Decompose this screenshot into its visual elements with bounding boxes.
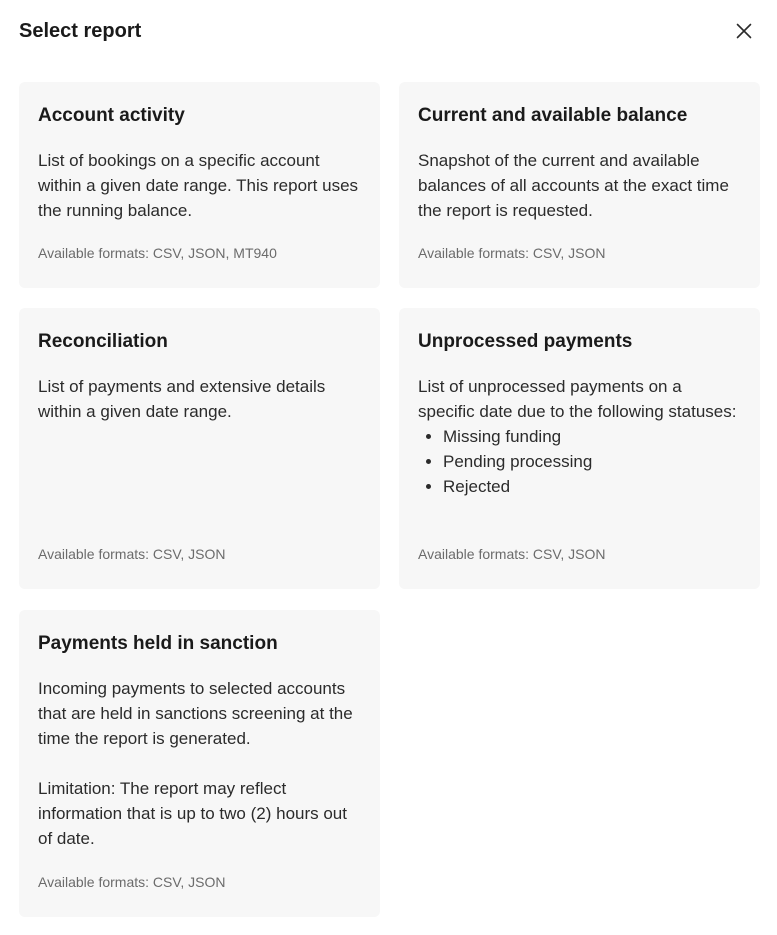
report-card-unprocessed-payments[interactable] <box>399 308 760 589</box>
report-title: Current and available balance <box>418 105 688 126</box>
report-description: Incoming payments to selected accounts that are held in sanctions screening at the time the report is generated. <box>38 679 353 748</box>
report-title: Reconciliation <box>38 331 168 352</box>
close-icon <box>736 23 752 39</box>
report-title: Unprocessed payments <box>418 331 633 352</box>
report-card-current-available-balance[interactable] <box>399 82 760 288</box>
report-formats: Available formats: CSV, JSON <box>38 546 226 562</box>
report-title: Account activity <box>38 105 185 126</box>
report-card-reconciliation[interactable] <box>19 308 380 589</box>
status-item: • Rejected <box>443 474 741 499</box>
close-button[interactable] <box>728 15 760 47</box>
report-formats: Available formats: CSV, JSON <box>38 874 226 890</box>
report-description: Snapshot of the current and available balances of all accounts at the exact time the report is requested. <box>418 151 729 220</box>
report-limitation: Limitation: The report may reflect information that is up to two (2) hours out of date. <box>38 779 347 848</box>
status-item: • Missing funding <box>443 424 741 449</box>
status-item: • Pending processing <box>443 449 741 474</box>
report-formats: Available formats: CSV, JSON, MT940 <box>38 245 277 261</box>
report-description: List of payments and extensive details within a given date range. <box>38 377 326 421</box>
report-title: Payments held in sanction <box>38 633 278 654</box>
report-formats: Available formats: CSV, JSON <box>418 546 606 562</box>
dialog-header <box>0 0 777 62</box>
report-card-account-activity[interactable] <box>19 82 380 288</box>
report-card-payments-held-in-sanction[interactable] <box>19 610 380 917</box>
status-list <box>418 424 741 499</box>
report-description: List of bookings on a specific account within a given date range. This report uses the running balance. <box>38 151 359 220</box>
report-description: List of unprocessed payments on a specific date due to the following statuses: <box>418 377 737 421</box>
report-formats: Available formats: CSV, JSON <box>418 245 606 261</box>
dialog-title: Select report <box>19 20 142 42</box>
